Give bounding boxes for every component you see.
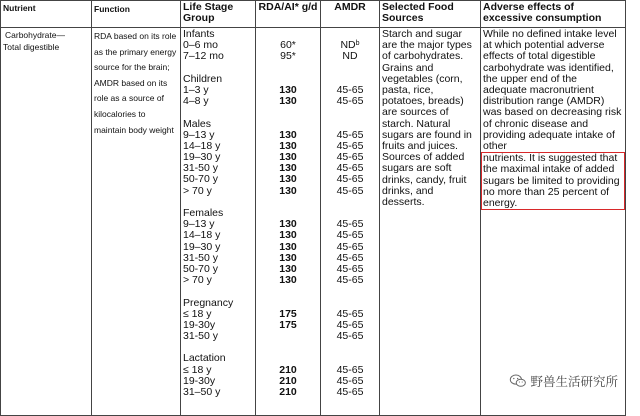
rda-value: 130 <box>279 229 297 242</box>
life-stage-age: 4–8 y <box>183 95 209 108</box>
amdr-value: 45-65 <box>336 184 364 197</box>
life-stage-age: 1–3 y <box>183 83 209 96</box>
life-stage-age: > 70 y <box>183 184 212 197</box>
amdr-value: 45-65 <box>336 218 364 231</box>
amdr-value: 45-65 <box>336 151 364 164</box>
header-function: Function <box>92 1 181 28</box>
nutrient-subname: Total digestible <box>3 42 60 52</box>
rda-value: 130 <box>279 151 297 164</box>
rda-value: 130 <box>279 128 297 141</box>
life-stage-age: 14–18 y <box>183 139 221 152</box>
life-stage-age: 31-50 y <box>183 330 219 343</box>
amdr-value: 45-65 <box>336 139 364 152</box>
rda-cell <box>256 28 321 416</box>
amdr-spacer <box>323 119 377 130</box>
amdr-value: 45-65 <box>336 262 364 275</box>
amdr-cell <box>321 28 380 416</box>
life-stage-age: 14–18 y <box>183 229 221 242</box>
life-stage-age: 31–50 y <box>183 386 221 398</box>
amdr-value: 45-65 <box>336 251 364 264</box>
rda-value <box>258 331 318 342</box>
rda-spacer <box>258 353 318 364</box>
amdr-value: 45-65 <box>336 363 364 376</box>
amdr-value: 45-65 <box>336 229 364 242</box>
amdr-value: 45-65 <box>336 162 364 175</box>
life-stage-age: 31-50 y <box>183 162 219 175</box>
header-row <box>1 1 626 28</box>
nutrient-name: Carbohydrate— <box>5 30 66 40</box>
amdr-value: 45-65 <box>336 173 364 186</box>
rda-value: 130 <box>279 139 297 152</box>
life-stage-group-title: Infants <box>183 28 215 40</box>
amdr-footnote: b <box>355 40 360 48</box>
life-stage-group-title: Children <box>183 72 223 85</box>
header-nutrient: Nutrient <box>1 1 92 28</box>
amdr-value: 45-65 <box>336 374 364 387</box>
wechat-icon <box>509 374 527 388</box>
group-gap <box>183 286 253 297</box>
group-gap <box>323 342 377 353</box>
amdr-value: ND <box>342 50 358 63</box>
group-gap <box>323 107 377 118</box>
amdr-value: 45-65 <box>336 240 364 253</box>
life-stage-age: ≤ 18 y <box>183 363 212 376</box>
amdr-spacer <box>323 298 377 309</box>
life-stage-age: 19–30 y <box>183 151 221 164</box>
life-stage-age: 19-30y <box>183 318 216 331</box>
rda-spacer <box>258 298 318 309</box>
group-gap <box>183 107 253 118</box>
life-stage-age: 19-30y <box>183 374 216 387</box>
header-rda: RDA/AI* g/d <box>256 1 321 28</box>
amdr-value: 45-65 <box>336 330 364 343</box>
amdr-value: 45-65 <box>336 318 364 331</box>
food-sources-cell: Starch and sugar are the major types of carbohydrates. Grains and vegetables (corn, pasta, rice, potatoes, breads) are sources of starch. Natural sugars are found in fruits and juices. Sources of added sugars are soft drinks, candy, fruit drinks, and desserts. <box>380 28 481 416</box>
life-stage-age: 50-70 y <box>183 262 219 275</box>
group-gap <box>258 107 318 118</box>
life-stage-group-title: Pregnancy <box>183 296 234 309</box>
group-gap <box>258 342 318 353</box>
life-stage-cell <box>181 28 256 416</box>
header-life-stage: Life Stage Group <box>181 1 256 28</box>
rda-value: 95* <box>280 50 296 63</box>
watermark-text: 野兽生活研究所 <box>530 375 618 389</box>
group-gap <box>323 63 377 74</box>
rda-value: 130 <box>279 173 297 186</box>
life-stage-age: 7–12 mo <box>183 50 224 63</box>
rda-value: 210 <box>279 386 297 398</box>
nutrient-cell <box>1 28 92 416</box>
rda-value: 130 <box>279 274 297 287</box>
rda-value: 130 <box>279 184 297 197</box>
life-stage-age: 19–30 y <box>183 240 221 253</box>
amdr-spacer <box>323 353 377 364</box>
rda-value: 130 <box>279 95 297 108</box>
group-gap <box>258 286 318 297</box>
rda-value: 60* <box>280 39 296 52</box>
life-stage-group-title: Males <box>183 117 212 130</box>
watermark <box>507 372 620 390</box>
life-stage-age: 50-70 y <box>183 173 219 186</box>
highlight-box: nutrients. It is suggested that the maximal intake of added sugars be limited to providing no more than 25 percent of energy. <box>481 152 625 210</box>
rda-value: 130 <box>279 83 297 96</box>
amdr-value: $ND^b$ <box>340 39 360 52</box>
life-stage-age: 9–13 y <box>183 218 215 231</box>
rda-value: 130 <box>279 262 297 275</box>
rda-value: 210 <box>279 363 297 376</box>
rda-spacer <box>258 119 318 130</box>
group-gap <box>323 286 377 297</box>
group-gap <box>258 63 318 74</box>
adverse-effects-cell <box>481 28 626 416</box>
header-adverse-effects: Adverse effects of excessive consumption <box>481 1 626 28</box>
rda-value: 130 <box>279 218 297 231</box>
rda-value: 130 <box>279 240 297 253</box>
table-row <box>1 28 626 416</box>
amdr-value: 45-65 <box>336 128 364 141</box>
life-stage-group-title: Lactation <box>183 352 226 365</box>
amdr-value: 45-65 <box>336 274 364 287</box>
group-gap <box>258 197 318 208</box>
rda-value: 130 <box>279 162 297 175</box>
life-stage-group-title: Females <box>183 207 224 219</box>
rda-value: 210 <box>279 374 297 387</box>
amdr-value: 45-65 <box>336 95 364 108</box>
amdr-value: 45-65 <box>336 83 364 96</box>
rda-value: 130 <box>279 251 297 264</box>
life-stage-age: > 70 y <box>183 274 212 287</box>
amdr-value: 45-65 <box>336 307 364 320</box>
rda-value: 175 <box>279 318 297 331</box>
life-stage-age: 0–6 mo <box>183 39 219 52</box>
header-food-sources: Selected Food Sources <box>380 1 481 28</box>
life-stage-age: 9–13 y <box>183 128 215 141</box>
rda-value: 175 <box>279 307 297 320</box>
function-cell: RDA based on its role as the primary energy source for the brain; AMDR based on its role as a source of kilocalories to maintain body weight <box>92 28 181 416</box>
adverse-text: While no defined intake level at which potential adverse effects of total digestible carbohydrate was identified, the upper end of the adequate macronutrient distribution range (AMDR) was based on decreasing risk of chronic disease and providing adequate intake of other <box>483 28 622 153</box>
group-gap <box>323 197 377 208</box>
life-stage-age: 31-50 y <box>183 251 219 264</box>
amdr-value: 45-65 <box>336 386 364 398</box>
life-stage-age: ≤ 18 y <box>183 307 212 320</box>
header-amdr: AMDR <box>321 1 380 28</box>
